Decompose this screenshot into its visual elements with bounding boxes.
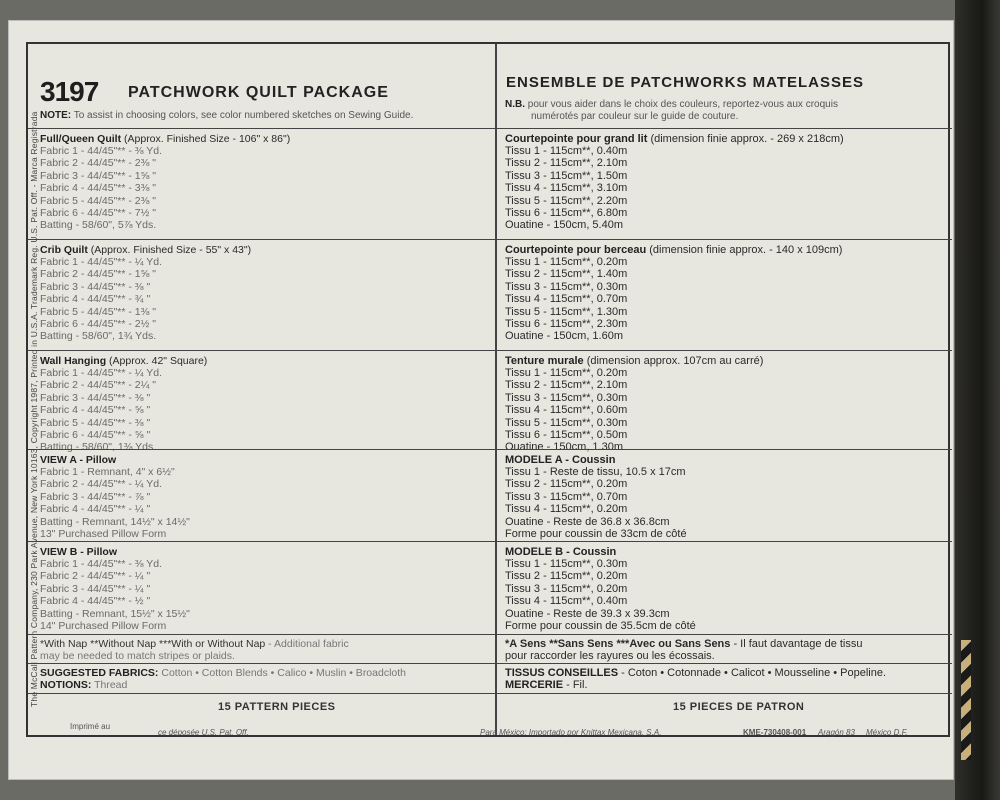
note-label: NOTE: (40, 110, 72, 121)
french-requirement-line: Tissu 2 - 115cm**, 2.10m (505, 379, 628, 392)
french-requirement-line: Tissu 1 - 115cm**, 0.30m (505, 558, 628, 570)
english-requirement-line: Batting - 58/60", 5⅞ Yds. (40, 219, 157, 232)
english-requirement-line: Fabric 5 - 44/45"** - ⅜ " (40, 416, 151, 429)
notions-fr: MERCERIE - Fil. (505, 679, 588, 691)
english-requirement-line: Fabric 3 - 44/45"** - ¼ " (40, 582, 151, 595)
english-note (40, 110, 413, 121)
french-note-continued: numérotés par couleur sur le guide de couture. (531, 111, 739, 122)
note-text: To assist in choosing colors, see color numbered sketches on Sewing Guide. (73, 110, 414, 121)
french-section-heading: Courtepointe pour berceau (dimension finie approx. - 140 x 109cm) (505, 244, 843, 256)
french-requirement-line: Tissu 5 - 115cm**, 2.20m (505, 194, 628, 207)
english-title: PATCHWORK QUILT PACKAGE (128, 84, 389, 101)
french-requirement-line: Tissu 4 - 115cm**, 3.10m (505, 182, 628, 195)
french-requirement-line: Tissu 2 - 115cm**, 1.40m (505, 268, 628, 281)
column-divider (495, 44, 497, 735)
english-requirement-line: Fabric 3 - 44/45"** - ⅜ " (40, 391, 151, 404)
english-section-heading: Crib Quilt (Approx. Finished Size - 55" x 43") (40, 244, 252, 256)
french-requirement-line: Forme pour coussin de 35.5cm de côté (505, 620, 696, 632)
french-requirement-line: Tissu 3 - 115cm**, 0.70m (505, 490, 628, 503)
binder-stripe (961, 640, 971, 760)
footer-street: Aragón 83 (818, 728, 855, 737)
english-requirement-line: Fabric 5 - 44/45"** - 1⅜ " (40, 305, 157, 318)
fabrics-section-fr (495, 663, 952, 664)
english-requirement-line: Fabric 2 - 44/45"** - 1⅝ " (40, 268, 157, 281)
french-requirement-line: Tissu 6 - 115cm**, 6.80m (505, 207, 628, 219)
english-requirement-line: Fabric 2 - 44/45"** - 2¼ " (40, 379, 157, 392)
footer-city: México D.F. (866, 728, 908, 737)
french-section-divider (495, 350, 952, 351)
french-requirement-line: Tissu 3 - 115cm**, 1.50m (505, 169, 628, 182)
english-section-heading: Wall Hanging (Approx. 42" Square) (40, 355, 208, 367)
suggested-fabrics: SUGGESTED FABRICS: Cotton • Cotton Blends • Calico • Muslin • Broadcloth (40, 667, 407, 679)
nap-section-fr (495, 634, 952, 635)
english-requirement-line: Fabric 4 - 44/45"** - 3⅜ " (40, 182, 157, 195)
english-requirement-line: Fabric 1 - Remnant, 4" x 6½" (40, 466, 175, 478)
english-section-heading: Full/Queen Quilt (Approx. Finished Size - 106" x 86") (40, 133, 291, 145)
english-section-heading: VIEW A - Pillow (40, 454, 117, 466)
publisher-copyright-line: The McCall Pattern Company, 230 Park Avenue, New York 10163, Copyright 1987, Printed in U.S.A. Trademark Reg. U.S. Pat. Off. - Marca Registrada (29, 111, 39, 707)
english-requirement-line: Fabric 2 - 44/45"** - 2⅜ " (40, 157, 157, 170)
french-requirement-line: Tissu 4 - 115cm**, 0.60m (505, 404, 628, 417)
french-note: N.B. pour vous aider dans le choix des couleurs, reportez-vous aux croquis (505, 99, 838, 110)
french-section-heading: Courtepointe pour grand lit (dimension finie approx. - 269 x 218cm) (505, 133, 844, 145)
french-requirement-line: Tissu 1 - 115cm**, 0.40m (505, 145, 628, 157)
english-requirement-line: Batting - 58/60", 1⅜ Yds. (40, 441, 157, 454)
pattern-pieces-count: 15 PATTERN PIECES (218, 701, 336, 713)
english-requirement-line: Batting - Remnant, 14½" x 14½" (40, 515, 190, 528)
english-section-divider (28, 449, 495, 450)
french-requirement-line: Tissu 1 - Reste de tissu, 10.5 x 17cm (505, 466, 686, 478)
french-requirement-line: Tissu 5 - 115cm**, 0.30m (505, 416, 628, 429)
french-requirement-line: Tissu 4 - 115cm**, 0.70m (505, 293, 628, 306)
french-requirement-line: Ouatine - Reste de 36.8 x 36.8cm (505, 515, 670, 528)
french-requirement-line: Tissu 5 - 115cm**, 1.30m (505, 305, 628, 318)
footer-code: KME-730408-001 (743, 728, 807, 737)
english-requirement-line: Batting - Remnant, 15½" x 15½" (40, 607, 190, 620)
english-section-heading: VIEW B - Pillow (40, 546, 118, 558)
nap-legend: *With Nap **Without Nap ***With or Without Nap - Additional fabric (40, 638, 349, 650)
french-section-divider (495, 128, 952, 129)
english-requirement-line: 13" Purchased Pillow Form (40, 528, 167, 540)
english-requirement-line: Fabric 1 - 44/45"** - ⅜ Yd. (40, 558, 163, 570)
english-requirement-line: Fabric 3 - 44/45"** - ⅜ " (40, 280, 151, 293)
english-section-divider (28, 239, 495, 240)
french-section-heading: Tenture murale (dimension approx. 107cm au carré) (505, 355, 764, 367)
english-requirement-line: Fabric 4 - 44/45"** - ¼ " (40, 503, 151, 516)
pieces-section (28, 693, 495, 694)
requirements-chart (26, 42, 950, 737)
english-requirement-line: Fabric 1 - 44/45"** - ⅜ Yd. (40, 145, 163, 157)
french-requirement-line: Tissu 1 - 115cm**, 0.20m (505, 367, 628, 379)
nap-legend-fr-continued: pour raccorder les rayures ou les écossais. (505, 650, 715, 662)
english-requirement-line: Fabric 5 - 44/45"** - 2⅜ " (40, 194, 157, 207)
french-requirement-line: Tissu 3 - 115cm**, 0.30m (505, 280, 628, 293)
english-requirement-line: Fabric 6 - 44/45"** - 2½ " (40, 318, 157, 330)
footer-trademark: ce déposée U.S. Pat. Off. (158, 728, 249, 737)
footer-importer: Para México: Importado por Knittax Mexicana, S.A. (480, 728, 662, 737)
english-requirement-line: Fabric 2 - 44/45"** - ¼ Yd. (40, 478, 163, 491)
english-requirement-line: Fabric 3 - 44/45"** - 1⅝ " (40, 169, 157, 182)
french-requirement-line: Tissu 6 - 115cm**, 2.30m (505, 318, 628, 330)
french-requirement-line: Ouatine - 150cm, 5.40m (505, 219, 624, 232)
french-requirement-line: Ouatine - 150cm, 1.30m (505, 441, 624, 454)
french-requirement-line: Tissu 4 - 115cm**, 0.40m (505, 595, 628, 608)
english-requirement-line: Fabric 2 - 44/45"** - ¼ " (40, 570, 151, 583)
french-requirement-line: Tissu 4 - 115cm**, 0.20m (505, 503, 628, 516)
french-requirement-line: Tissu 3 - 115cm**, 0.30m (505, 391, 628, 404)
nap-section (28, 634, 495, 635)
english-requirement-line: Fabric 4 - 44/45"** - ⅝ " (40, 404, 151, 417)
pieces-section-fr (495, 693, 952, 694)
english-requirement-line: Fabric 1 - 44/45"** - ¼ Yd. (40, 367, 163, 379)
nap-legend-continued: may be needed to match stripes or plaids. (40, 650, 235, 662)
pattern-pieces-count-fr: 15 PIECES DE PATRON (673, 701, 805, 713)
suggested-fabrics-fr: TISSUS CONSEILLES - Coton • Cotonnade • Calicot • Mousseline • Popeline. (505, 667, 887, 679)
fabrics-section (28, 663, 495, 664)
english-requirement-line: Batting - 58/60", 1¾ Yds. (40, 330, 157, 343)
english-requirement-line: Fabric 4 - 44/45"** - ¾ " (40, 293, 151, 306)
english-requirement-line: Fabric 3 - 44/45"** - ⅞ " (40, 490, 151, 503)
french-requirement-line: Tissu 2 - 115cm**, 2.10m (505, 157, 628, 170)
pattern-number: 3197 (40, 76, 99, 107)
french-requirement-line: Tissu 1 - 115cm**, 0.20m (505, 256, 628, 268)
french-title: ENSEMBLE DE PATCHWORKS MATELASSES (506, 74, 865, 91)
english-requirement-line: Fabric 6 - 44/45"** - 7½ " (40, 207, 157, 219)
french-requirement-line: Tissu 2 - 115cm**, 0.20m (505, 570, 628, 583)
footer-printed: Imprimé au (70, 722, 111, 731)
french-section-heading: MODELE B - Coussin (505, 546, 617, 558)
english-requirement-line: Fabric 6 - 44/45"** - ⅝ " (40, 429, 151, 441)
french-requirement-line: Ouatine - Reste de 39.3 x 39.3cm (505, 607, 670, 620)
french-section-divider (495, 449, 952, 450)
english-requirement-line: Fabric 4 - 44/45"** - ½ " (40, 595, 151, 608)
french-requirement-line: Forme pour coussin de 33cm de côté (505, 528, 687, 540)
french-section-divider (495, 239, 952, 240)
french-requirement-line: Tissu 3 - 115cm**, 0.20m (505, 582, 628, 595)
french-requirement-line: Ouatine - 150cm, 1.60m (505, 330, 624, 343)
english-requirement-line: Fabric 1 - 44/45"** - ¼ Yd. (40, 256, 163, 268)
english-section-divider (28, 128, 495, 129)
pattern-envelope-back (8, 20, 954, 780)
nap-legend-fr: *A Sens **Sans Sens ***Avec ou Sans Sens - Il faut davantage de tissu (505, 638, 863, 650)
english-requirement-line: 14" Purchased Pillow Form (40, 620, 167, 632)
french-section-divider (495, 541, 952, 542)
english-section-divider (28, 350, 495, 351)
french-requirement-line: Tissu 2 - 115cm**, 0.20m (505, 478, 628, 491)
english-section-divider (28, 541, 495, 542)
notions: NOTIONS: Thread (40, 679, 128, 691)
french-section-heading: MODELE A - Coussin (505, 454, 616, 466)
french-requirement-line: Tissu 6 - 115cm**, 0.50m (505, 429, 628, 441)
binder-edge (955, 0, 1000, 800)
